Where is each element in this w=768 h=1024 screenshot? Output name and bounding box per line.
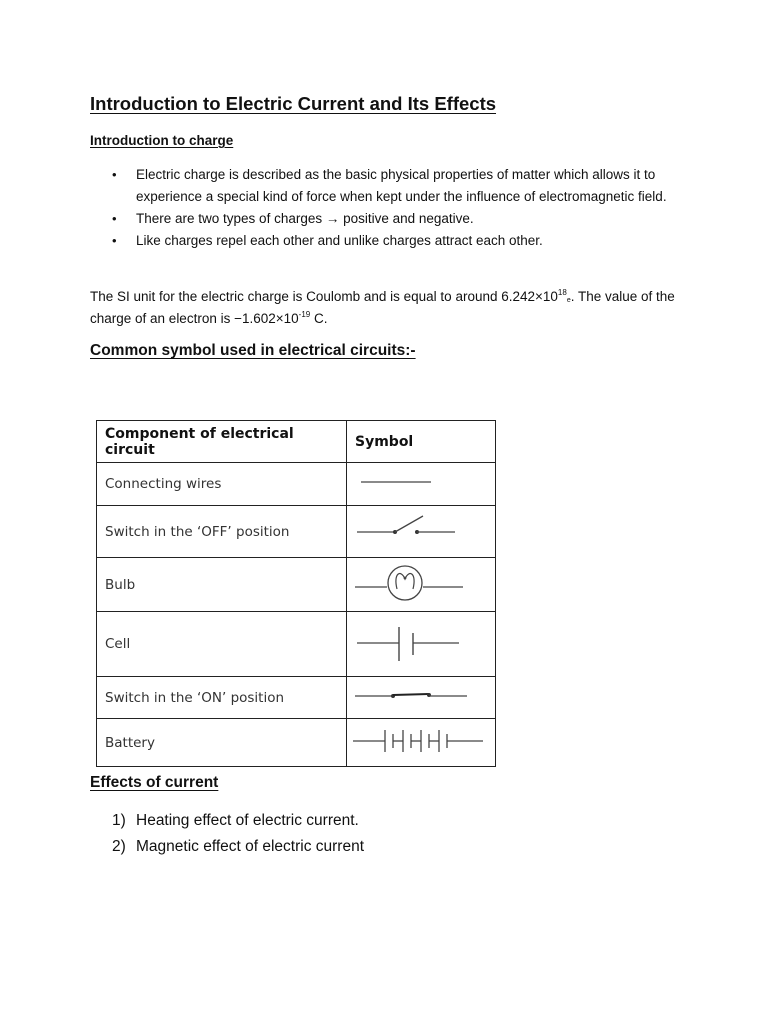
component-cell: Cell bbox=[97, 612, 347, 677]
symbol-cell bbox=[347, 558, 496, 612]
si-exponent: 18 bbox=[557, 288, 567, 297]
effect-text: Heating effect of electric current. bbox=[136, 812, 359, 829]
switch-off-symbol bbox=[347, 507, 495, 557]
page-title: Introduction to Electric Current and Its Effects bbox=[90, 93, 497, 114]
bulb-symbol bbox=[347, 559, 495, 611]
table-header-row bbox=[97, 421, 496, 463]
si-text-part: The SI unit for the electric charge is Coulomb and is equal to around 6.242×10 bbox=[90, 289, 558, 304]
symbol-cell bbox=[347, 463, 496, 506]
intro-heading: Introduction to charge bbox=[90, 133, 234, 148]
table-row bbox=[97, 719, 496, 767]
table-row bbox=[97, 558, 496, 612]
effects-list bbox=[112, 808, 364, 860]
switch-on-symbol bbox=[347, 678, 495, 718]
component-cell: Bulb bbox=[97, 558, 347, 612]
effect-text: Magnetic effect of electric current bbox=[136, 838, 365, 855]
si-subscript: e bbox=[566, 297, 571, 304]
effects-heading: Effects of current bbox=[90, 774, 219, 791]
list-number: 1) bbox=[112, 812, 126, 829]
column-header: Component of electrical circuit bbox=[97, 421, 347, 463]
list-item bbox=[112, 808, 364, 834]
list-item bbox=[112, 208, 692, 230]
component-cell: Switch in the ‘OFF’ position bbox=[97, 506, 347, 558]
list-item bbox=[112, 230, 692, 252]
table-row bbox=[97, 612, 496, 677]
battery-symbol bbox=[347, 720, 495, 766]
bullet-icon: • bbox=[112, 167, 117, 182]
si-text-part: C. bbox=[310, 311, 328, 326]
symbol-cell bbox=[347, 612, 496, 677]
bullet-text: Electric charge is described as the basic physical properties of matter which allows it to experience a special kind of force when kept under the influence of electromagnetic field. bbox=[136, 167, 667, 204]
component-cell: Battery bbox=[97, 719, 347, 767]
list-item bbox=[112, 164, 692, 208]
cell-symbol bbox=[347, 613, 495, 676]
symbol-cell bbox=[347, 677, 496, 719]
connecting-wire-symbol bbox=[347, 464, 495, 504]
table-row bbox=[97, 463, 496, 506]
list-number: 2) bbox=[112, 838, 126, 855]
component-cell: Connecting wires bbox=[97, 463, 347, 506]
symbol-cell bbox=[347, 719, 496, 767]
si-unit-paragraph bbox=[90, 286, 680, 330]
si-text-part: . The value of the charge of an electron is −1.602×10 bbox=[90, 289, 675, 326]
bullet-icon: • bbox=[112, 211, 117, 226]
column-header: Symbol bbox=[347, 421, 496, 463]
component-cell: Switch in the ‘ON’ position bbox=[97, 677, 347, 719]
bullet-icon: • bbox=[112, 233, 117, 248]
list-item bbox=[112, 834, 364, 860]
symbol-cell bbox=[347, 506, 496, 558]
bullet-text: Like charges repel each other and unlike charges attract each other. bbox=[136, 233, 543, 248]
electron-charge-exponent: -19 bbox=[298, 310, 311, 319]
table-row bbox=[97, 506, 496, 558]
bullet-text: There are two types of charges → positive and negative. bbox=[136, 211, 474, 226]
circuit-symbols-table bbox=[96, 420, 496, 767]
intro-bullet-list bbox=[112, 164, 692, 252]
symbols-heading: Common symbol used in electrical circuits:- bbox=[90, 342, 416, 359]
table-row bbox=[97, 677, 496, 719]
